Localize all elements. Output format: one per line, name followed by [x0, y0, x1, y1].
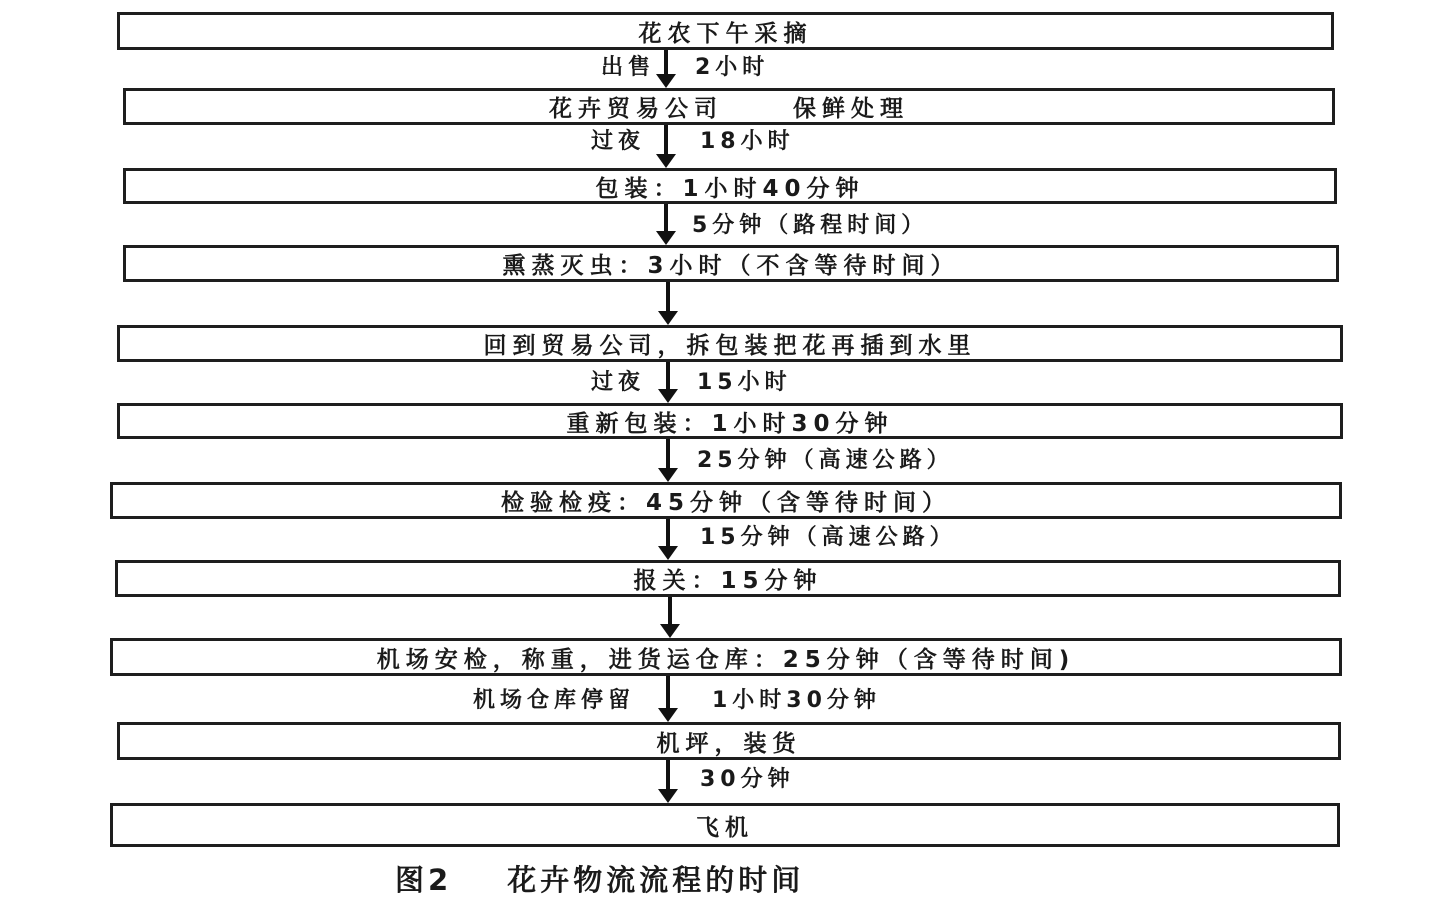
step-label: 熏蒸灭虫：3小时（不含等待时间） — [502, 253, 960, 279]
down-arrow-icon — [656, 439, 680, 482]
step-label: 回到贸易公司，拆包装把花再插到水里 — [483, 333, 977, 359]
down-arrow-icon — [658, 597, 682, 638]
step-box-4 — [123, 245, 1339, 282]
transition-label-left: 出售 — [600, 55, 655, 80]
step-label: 重新包装：1小时30分钟 — [566, 410, 894, 437]
transition-label-right: 15分钟（高速公路） — [700, 525, 957, 550]
step-box-8 — [115, 560, 1341, 597]
figure-title: 花卉物流流程的时间 — [507, 863, 805, 897]
step-box-2 — [123, 88, 1335, 125]
figure-number: 图2 — [395, 863, 453, 897]
step-box-10 — [117, 722, 1341, 760]
transition-label-right: 1小时30分钟 — [712, 688, 881, 713]
step-label: 报关：15分钟 — [633, 568, 823, 594]
step-box-11 — [110, 803, 1340, 847]
step-label: 机坪，装货 — [656, 730, 802, 757]
step-label: 机场安检，称重，进货运仓库：25分钟（含等待时间) — [376, 646, 1076, 673]
down-arrow-icon — [656, 760, 680, 803]
step-box-9 — [110, 638, 1342, 676]
step-label: 花农下午采摘 — [638, 20, 813, 47]
transition-label-right: 18小时 — [700, 129, 795, 154]
transition-label-right: 30分钟 — [700, 767, 795, 792]
step-box-7 — [110, 482, 1342, 519]
step-label: 检验检疫：45分钟（含等待时间） — [500, 490, 951, 516]
step-label-secondary: 保鲜处理 — [793, 96, 909, 122]
down-arrow-icon — [656, 519, 680, 560]
step-label: 包装：1小时40分钟 — [595, 175, 865, 202]
transition-label-right: 5分钟（路程时间） — [692, 213, 929, 238]
step-label: 花卉贸易公司 — [549, 96, 723, 122]
step-box-6 — [117, 403, 1343, 439]
transition-label-right: 2小时 — [695, 55, 770, 80]
down-arrow-icon — [654, 204, 678, 245]
down-arrow-icon — [654, 50, 678, 88]
transition-label-left: 机场仓库停留 — [472, 688, 635, 713]
down-arrow-icon — [656, 282, 680, 325]
transition-label-right: 25分钟（高速公路） — [697, 448, 954, 473]
transition-label-right: 15小时 — [697, 370, 792, 395]
transition-label-left: 过夜 — [590, 370, 645, 395]
step-label: 飞机 — [696, 814, 754, 841]
transition-label-left: 过夜 — [590, 129, 645, 154]
step-box-5 — [117, 325, 1343, 362]
down-arrow-icon — [656, 676, 680, 722]
down-arrow-icon — [654, 125, 678, 168]
step-box-3 — [123, 168, 1337, 204]
figure-caption — [395, 858, 804, 899]
step-box-1 — [117, 12, 1334, 50]
down-arrow-icon — [656, 362, 680, 403]
